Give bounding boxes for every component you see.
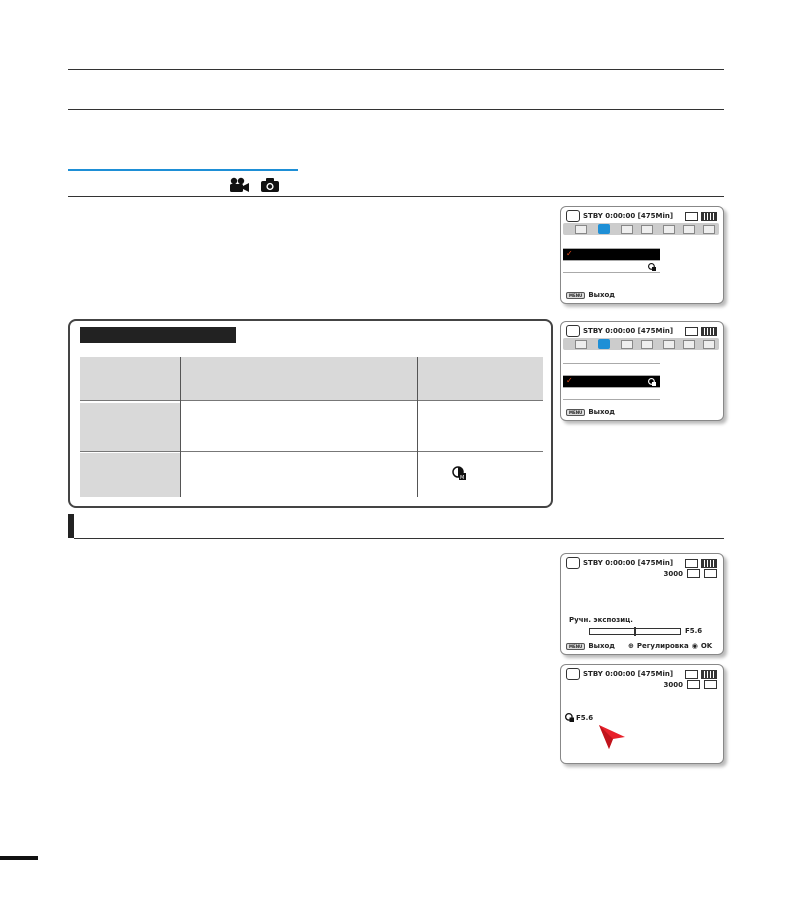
- battery-icon: [701, 327, 717, 336]
- menu-item: [563, 237, 660, 249]
- table-divider: [80, 400, 543, 401]
- table-column-divider: [180, 357, 181, 497]
- camera-mode-icon: [566, 210, 580, 222]
- aperture-slider: [589, 628, 681, 635]
- info-panel: [68, 319, 553, 508]
- camera-mode-icon: [566, 668, 580, 680]
- status-bar: [566, 210, 673, 222]
- menu-tab-bar: [563, 223, 719, 235]
- table-header-row: [80, 357, 543, 400]
- menu-tab: [703, 340, 715, 349]
- table-row: [80, 403, 543, 451]
- section-heading-rule: [74, 538, 724, 539]
- menu-tab: [575, 225, 587, 234]
- menu-item-selected: [563, 376, 660, 388]
- camera-screen-exposure-adjust: [560, 553, 724, 655]
- svg-text:M: M: [460, 475, 465, 480]
- aperture-value: F5.6: [685, 627, 703, 635]
- quality-icon: [687, 680, 700, 689]
- status-bar: [566, 557, 673, 569]
- shutter-row: [664, 569, 717, 578]
- top-rule: [68, 69, 724, 70]
- menu-tab: [621, 225, 633, 234]
- shutter-value: 3000: [663, 569, 683, 578]
- joystick-icon: ⊕: [627, 642, 634, 650]
- exit-label: Выход: [588, 291, 615, 299]
- resolution-icon: [704, 680, 717, 689]
- menu-tab: [641, 340, 653, 349]
- shutter-row: [664, 680, 717, 689]
- memory-card-icon: [685, 212, 698, 221]
- adjust-label: Регулировка: [636, 642, 689, 650]
- quality-icon: [687, 569, 700, 578]
- check-icon: ✓: [566, 376, 573, 385]
- menu-tab: [575, 340, 587, 349]
- manual-exposure-icon: [648, 378, 656, 386]
- table-row-label-cell: [80, 403, 180, 451]
- status-text: STBY 0:00:00 [475Min]: [583, 559, 674, 567]
- table-divider: [80, 451, 543, 452]
- manual-exposure-label: Ручн. экспозиц.: [569, 616, 633, 624]
- section-rule: [68, 196, 724, 197]
- memory-card-icon: [685, 559, 698, 568]
- menu-tab: [663, 225, 675, 234]
- pointer-arrow-icon: [597, 723, 627, 751]
- status-right: [685, 670, 717, 679]
- status-right: [685, 559, 717, 568]
- menu-item: [563, 261, 660, 273]
- menu-tab: [683, 225, 695, 234]
- menu-item: [563, 364, 660, 376]
- battery-icon: [701, 559, 717, 568]
- status-text: STBY 0:00:00 [475Min]: [583, 670, 674, 678]
- status-text: STBY 0:00:00 [475Min]: [583, 212, 674, 220]
- camera-screen-menu-2: [560, 321, 724, 421]
- section-heading-bar: [68, 514, 74, 538]
- ok-label: OK: [700, 642, 713, 650]
- menu-item: [563, 388, 660, 400]
- menu-tab: [683, 340, 695, 349]
- battery-icon: [701, 670, 717, 679]
- camera-screen-exposure-result: [560, 664, 724, 764]
- status-right: [685, 327, 717, 336]
- menu-key: MENU: [566, 643, 585, 650]
- menu-tab: [621, 340, 633, 349]
- battery-icon: [701, 212, 717, 221]
- resolution-icon: [704, 569, 717, 578]
- mode-icons: [228, 177, 280, 193]
- header-rule: [68, 109, 724, 110]
- exposure-indicator-value: F5.6: [576, 713, 594, 722]
- exposure-indicator: [565, 713, 593, 722]
- memory-card-icon: [685, 670, 698, 679]
- table-row: [80, 453, 543, 497]
- menu-tab: [703, 225, 715, 234]
- menu-key: MENU: [566, 292, 585, 299]
- menu-footer: [566, 642, 712, 650]
- menu-tab-selected: [598, 339, 610, 349]
- menu-footer: [566, 291, 615, 299]
- slider-thumb: [634, 627, 636, 636]
- manual-exposure-icon: [565, 713, 574, 722]
- camera-screen-menu-1: [560, 206, 724, 304]
- video-camera-icon: [228, 177, 250, 193]
- manual-exposure-icon: [452, 466, 466, 480]
- shutter-value: 3000: [663, 680, 683, 689]
- page-tab: [0, 856, 38, 860]
- status-text: STBY 0:00:00 [475Min]: [583, 327, 674, 335]
- status-bar: [566, 325, 673, 337]
- table-column-divider: [417, 357, 418, 497]
- menu-item-selected: [563, 249, 660, 261]
- section-accent-line: [68, 169, 298, 171]
- menu-list: [563, 237, 660, 273]
- memory-card-icon: [685, 327, 698, 336]
- menu-tab: [641, 225, 653, 234]
- menu-footer: [566, 408, 615, 416]
- exit-label: Выход: [588, 408, 615, 416]
- camera-mode-icon: [566, 557, 580, 569]
- ok-icon: ◉: [691, 642, 698, 650]
- menu-tab-selected: [598, 224, 610, 234]
- menu-tab-bar: [563, 338, 719, 350]
- camera-mode-icon: [566, 325, 580, 337]
- menu-item: [563, 352, 660, 364]
- manual-exposure-icon: [648, 263, 656, 271]
- panel-title-bar: [80, 327, 236, 343]
- status-right: [685, 212, 717, 221]
- table-row-label-cell: [80, 453, 180, 497]
- menu-key: MENU: [566, 409, 585, 416]
- menu-tab: [663, 340, 675, 349]
- photo-camera-icon: [260, 177, 280, 193]
- status-bar: [566, 668, 673, 680]
- menu-list: [563, 352, 660, 400]
- exit-label: Выход: [588, 642, 615, 650]
- check-icon: ✓: [566, 249, 573, 258]
